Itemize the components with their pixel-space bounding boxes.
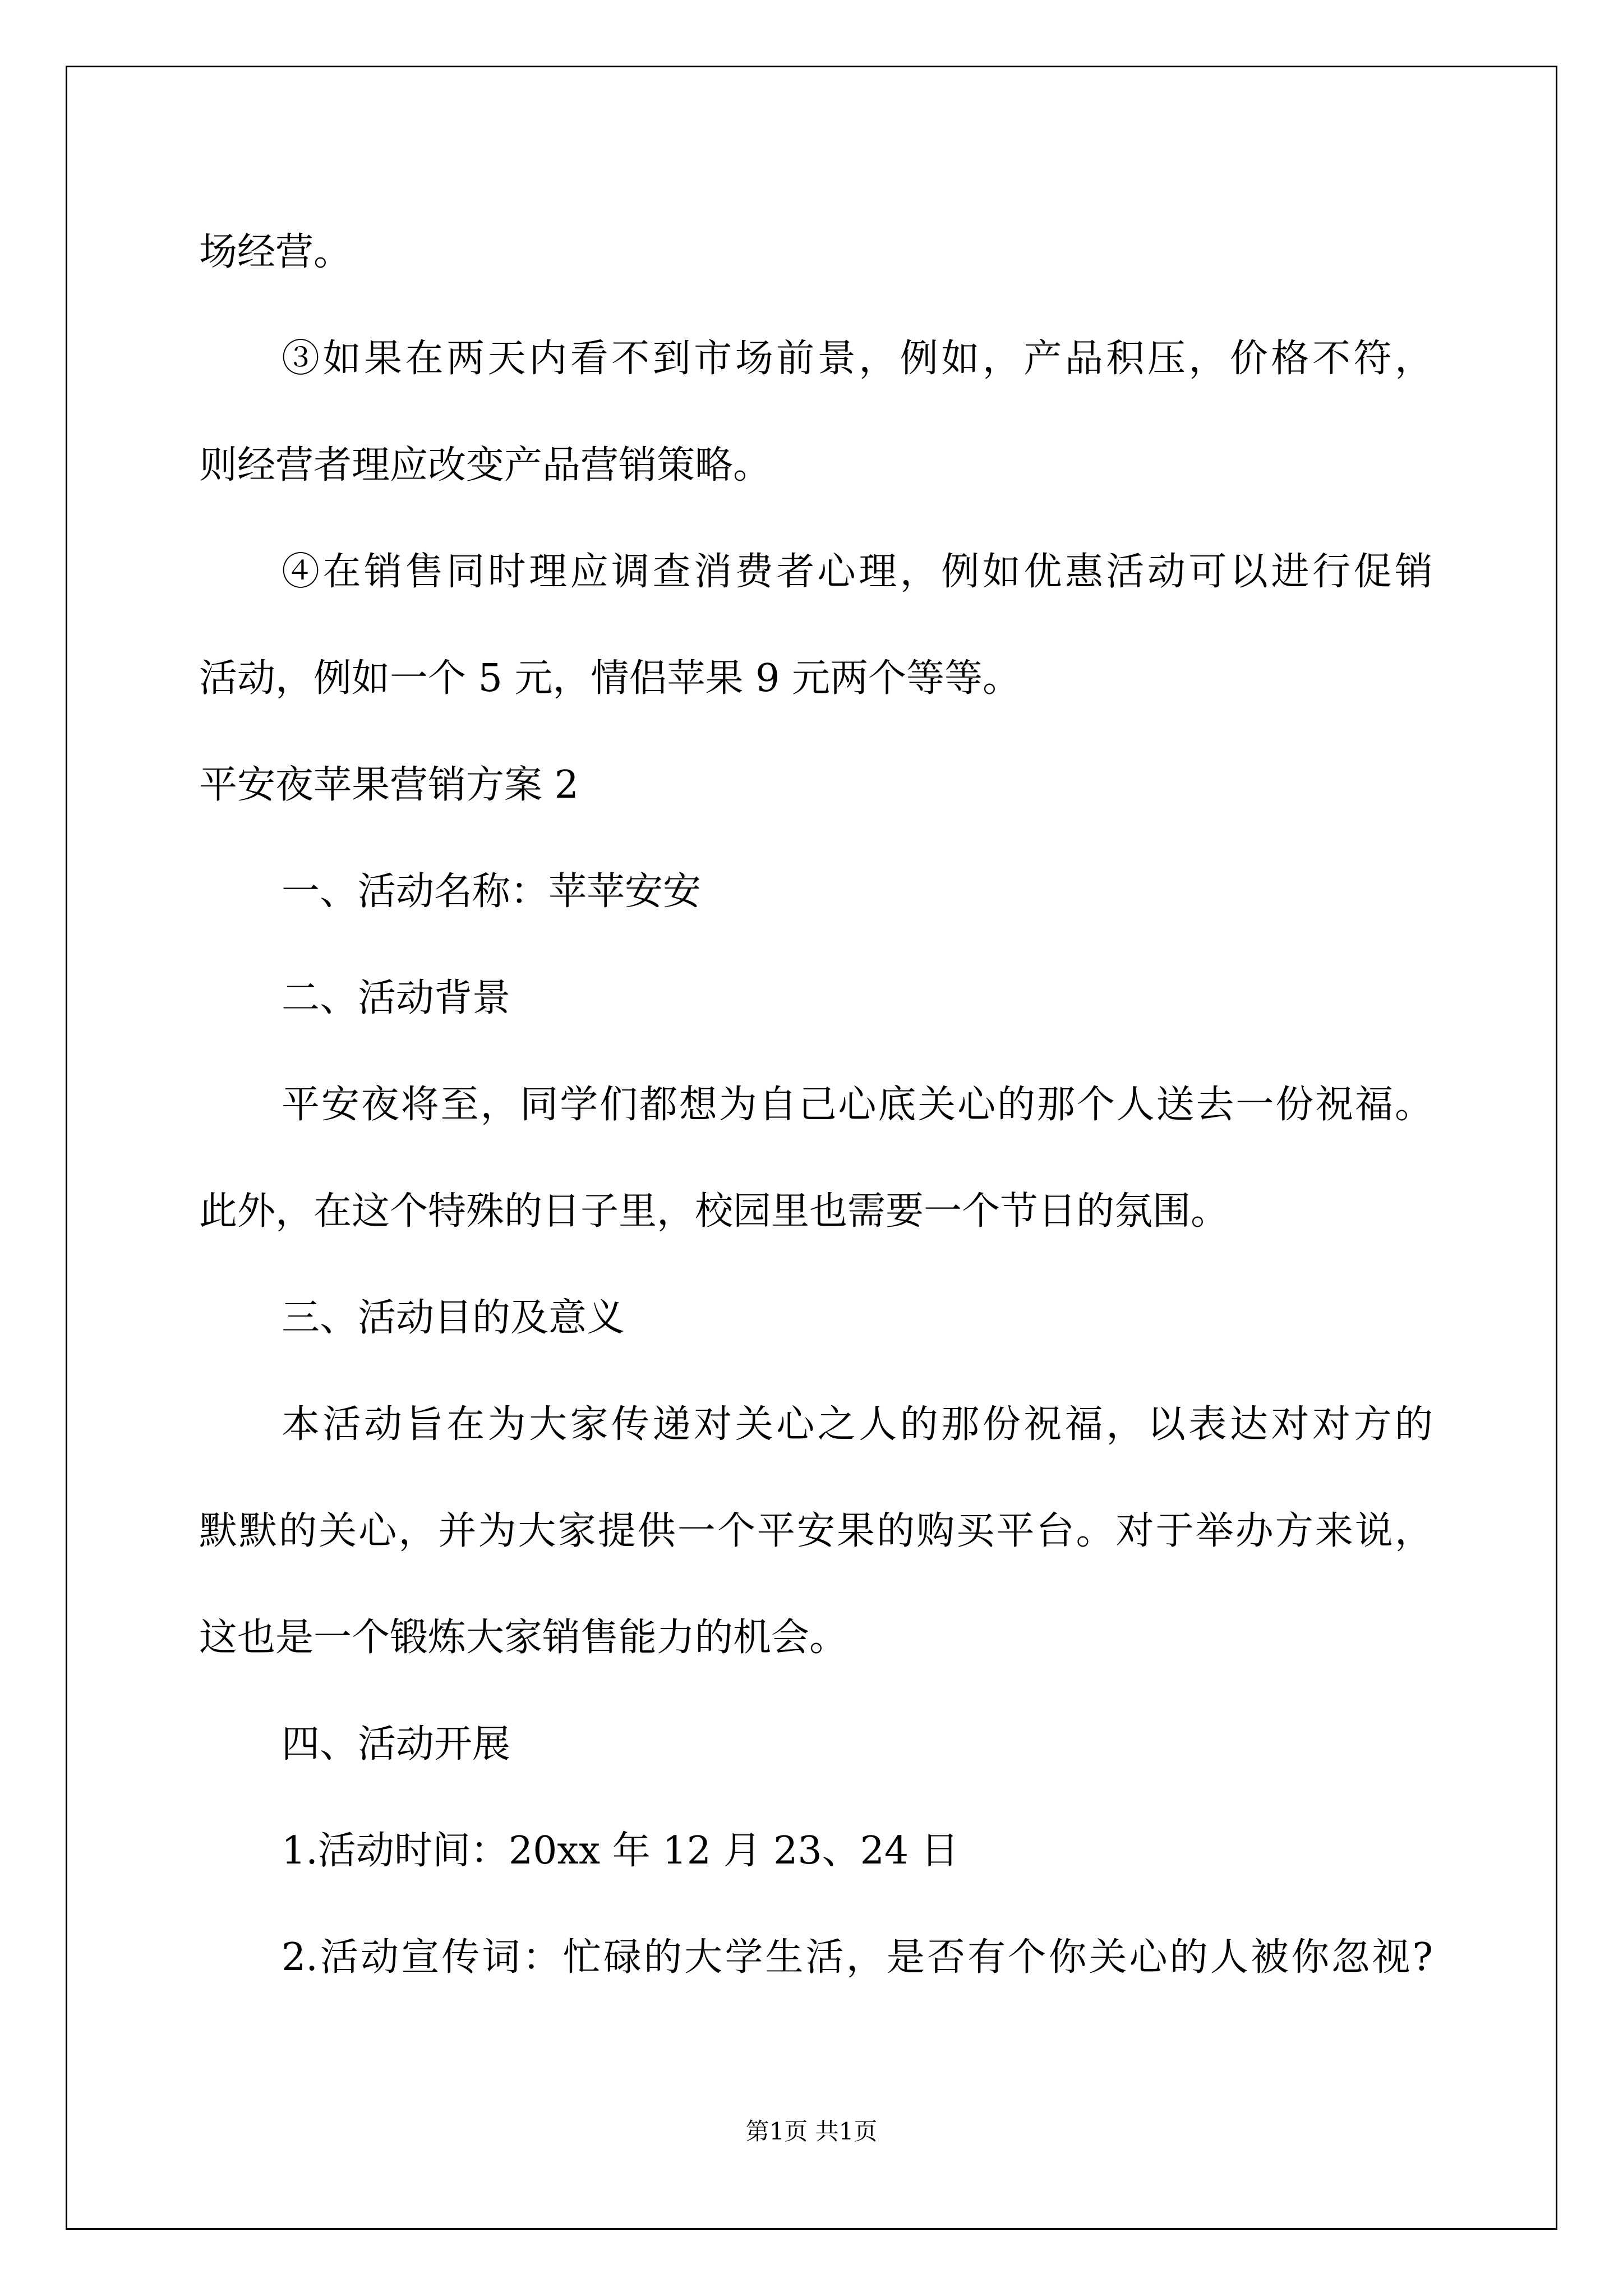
heading-activity-execution: 四、活动开展 <box>282 1722 511 1766</box>
activity-slogan-line: 2.活动宣传词：忙碌的大学生活，是否有个你关心的人被你忽视? <box>282 1935 1433 1980</box>
text-line: ④在销售同时理应调查消费者心理，例如优惠活动可以进行促销 <box>282 550 1433 594</box>
text-line: 活动，例如一个 5 元，情侣苹果 9 元两个等等。 <box>199 656 1021 701</box>
heading-activity-name: 一、活动名称：苹苹安安 <box>282 869 702 914</box>
page-footer: 第1页 共1页 <box>745 2118 878 2145</box>
heading-activity-background: 二、活动背景 <box>282 976 511 1020</box>
text-line: 本活动旨在为大家传递对关心之人的那份祝福，以表达对对方的 <box>282 1402 1433 1447</box>
activity-time-line: 1.活动时间：20xx 年 12 月 23、24 日 <box>282 1829 959 1873</box>
text-line: 默默的关心，并为大家提供一个平安果的购买平台。对于举办方来说， <box>199 1509 1433 1553</box>
text-line: ③如果在两天内看不到市场前景，例如，产品积压，价格不符， <box>282 337 1433 381</box>
section-title: 平安夜苹果营销方案 2 <box>199 763 579 807</box>
text-line: 这也是一个锻炼大家销售能力的机会。 <box>199 1616 848 1660</box>
text-line: 则经营者理应改变产品营销策略。 <box>199 443 772 487</box>
heading-activity-purpose: 三、活动目的及意义 <box>282 1296 625 1340</box>
text-line: 此外，在这个特殊的日子里，校园里也需要一个节日的氛围。 <box>199 1189 1229 1234</box>
text-line: 平安夜将至，同学们都想为自己心底关心的那个人送去一份祝福。 <box>282 1083 1433 1127</box>
page-border <box>66 66 1557 2230</box>
text-line: 场经营。 <box>199 230 352 274</box>
